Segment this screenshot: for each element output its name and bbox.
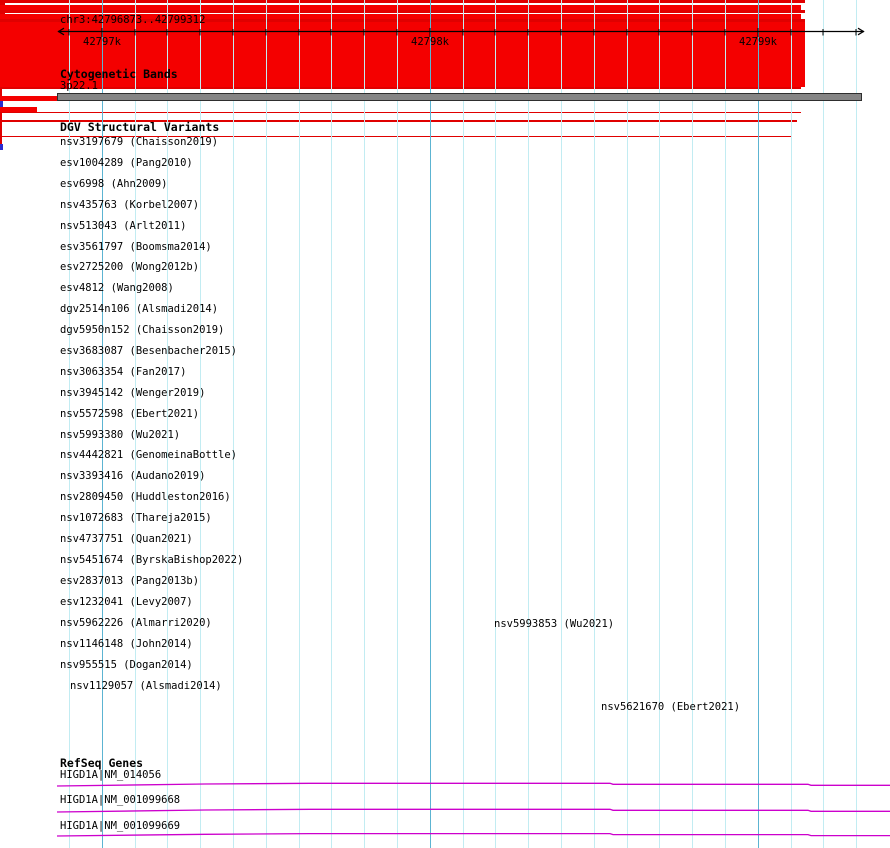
grid-line-minor — [692, 0, 693, 848]
variant-label: nsv5451674 (ByrskaBishop2022) — [60, 554, 244, 566]
grid-line-major — [430, 0, 431, 848]
grid-line-minor — [856, 0, 857, 848]
grid-line-minor — [495, 0, 496, 848]
region-title: chr3:42796873..42799312 — [60, 14, 206, 26]
variant-label: esv3683087 (Besenbacher2015) — [60, 345, 238, 357]
variant-label: esv4812 (Wang2008) — [60, 282, 174, 294]
gene-line[interactable] — [57, 834, 890, 836]
variant-line-right-cap — [0, 129, 2, 136]
variant-label: esv3561797 (Boomsma2014) — [60, 241, 212, 253]
grid-line-minor — [823, 0, 824, 848]
track-header-refseq: RefSeq Genes — [60, 756, 144, 770]
gene-line[interactable] — [57, 783, 890, 786]
gene-label: HIGD1A|NM_001099668 — [60, 794, 181, 806]
variant-label: nsv5993380 (Wu2021) — [60, 429, 181, 441]
variant-label: nsv435763 (Korbel2007) — [60, 199, 200, 211]
grid-line-minor — [659, 0, 660, 848]
variant-line[interactable] — [0, 87, 801, 89]
grid-line-major — [758, 0, 759, 848]
grid-line-minor — [528, 0, 529, 848]
grid-line-minor — [397, 0, 398, 848]
variant-label: nsv5962226 (Almarri2020) — [60, 617, 212, 629]
variant-label: nsv3393416 (Audano2019) — [60, 470, 206, 482]
variant-label: nsv1129057 (Alsmadi2014) — [70, 680, 222, 692]
variant-label: nsv1072683 (Thareja2015) — [60, 512, 212, 524]
variant-line-left-cap — [0, 122, 2, 129]
grid-line-minor — [791, 0, 792, 848]
track-header-cytobands: Cytogenetic Bands — [60, 67, 178, 81]
variant-label: nsv3945142 (Wenger2019) — [60, 387, 206, 399]
grid-line-minor — [463, 0, 464, 848]
grid-line-minor — [627, 0, 628, 848]
grid-line-minor — [233, 0, 234, 848]
refseq-gene-lines — [57, 783, 890, 836]
variant-label: nsv1146148 (John2014) — [60, 638, 193, 650]
variant-label: nsv513043 (Arlt2011) — [60, 220, 187, 232]
variant-line[interactable] — [0, 11, 805, 13]
grid-line-minor — [725, 0, 726, 848]
variant-label: nsv5572598 (Ebert2021) — [60, 408, 200, 420]
variant-label: esv1232041 (Levy2007) — [60, 596, 193, 608]
grid-line-minor — [331, 0, 332, 848]
cytoband-name: 3p22.1 — [60, 80, 98, 92]
variant-label: nsv955515 (Dogan2014) — [60, 659, 193, 671]
grid-line-minor — [594, 0, 595, 848]
gene-label: HIGD1A|NM_001099669 — [60, 820, 181, 832]
variant-label: dgv2514n106 (Alsmadi2014) — [60, 303, 219, 315]
grid-line-minor — [299, 0, 300, 848]
variant-line-left-cap — [0, 137, 2, 144]
variant-label: esv2837013 (Pang2013b) — [60, 575, 200, 587]
variant-label: esv2725200 (Wong2012b) — [60, 261, 200, 273]
gene-line[interactable] — [57, 809, 890, 812]
variant-label: nsv3063354 (Fan2017) — [60, 366, 187, 378]
grid-line-minor — [364, 0, 365, 848]
variant-line[interactable] — [0, 112, 801, 114]
variant-label: nsv4442821 (GenomeinaBottle) — [60, 449, 238, 461]
variant-line-left-cap — [0, 89, 2, 96]
variant-label: nsv4737751 (Quan2021) — [60, 533, 193, 545]
ruler-tick-label: 42798k — [411, 36, 449, 48]
track-header-dgv: DGV Structural Variants — [60, 120, 220, 134]
variant-line-left-cap — [0, 113, 2, 120]
ruler-tick-label: 42797k — [83, 36, 121, 48]
variant-line[interactable] — [0, 2, 805, 4]
gene-label: HIGD1A|NM_014056 — [60, 769, 162, 781]
grid-line-minor — [266, 0, 267, 848]
insertion-tick[interactable] — [0, 144, 3, 150]
variant-label: nsv2809450 (Huddleston2016) — [60, 491, 231, 503]
ruler-tick-label: 42799k — [739, 36, 777, 48]
variant-label: dgv5950n152 (Chaisson2019) — [60, 324, 225, 336]
variant-label: nsv5993853 (Wu2021) — [494, 618, 615, 630]
cytoband-bar[interactable] — [57, 93, 862, 101]
variant-label: nsv3197679 (Chaisson2019) — [60, 136, 219, 148]
variant-label: esv1004289 (Pang2010) — [60, 157, 193, 169]
grid-line-minor — [561, 0, 562, 848]
variant-label: esv6998 (Ahn2009) — [60, 178, 168, 190]
variant-label: nsv5621670 (Ebert2021) — [601, 701, 741, 713]
